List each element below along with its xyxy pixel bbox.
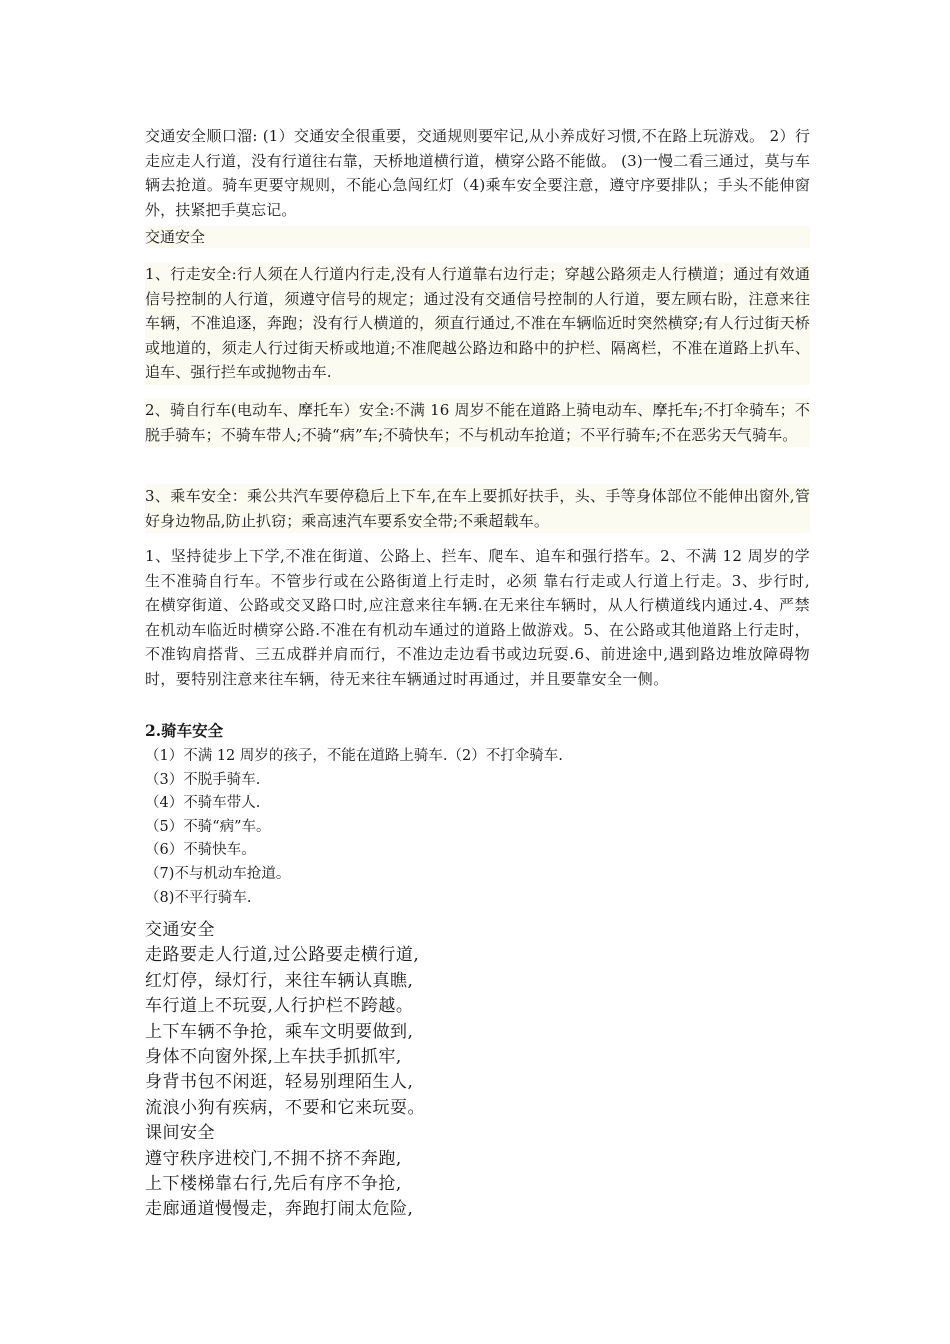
list-item: （3）不脱手骑车.	[145, 771, 261, 788]
list-item: （1）不满 12 周岁的孩子，不能在道路上骑车.（2）不打伞骑车.	[145, 748, 563, 764]
poem-line: 上下楼梯靠右行,先后有序不争抢,	[145, 1174, 402, 1195]
walking-rules-paragraph: 1、坚持徒步上下学,不准在街道、公路上、拦车、爬车、追车和强行搭车。2、不满 12 周岁的学生不准骑自行车。不管步行或在公路街道上行走时，必须 靠右行走或人行道上行走。3、步行时,在横穿街道、公路或交叉路口时,应注意来往车辆.在无来往车辆时，从人行横道线内通过.4、严禁在机动车临近时横穿公路.不准在有机动车通过的道路上做游戏。5、在公路或其他道路上行走时，不准钩肩搭背、三五成群并肩而行，不准边走边看书或边玩耍.6、前进途中,遇到路边堆放障碍物时，要特别注意来往车辆，待无来往车辆通过时再通过，并且要靠安全一侧。	[145, 547, 810, 688]
list-item: （5）不骑“病”车。	[145, 818, 271, 835]
list-item: （6）不骑快车。	[145, 842, 256, 859]
poem-line: 走廊通道慢慢走，奔跑打闹太危险,	[145, 1199, 414, 1220]
list-item: （7)不与机动车抢道。	[145, 865, 291, 882]
section-title: 交通安全	[145, 226, 810, 248]
poem-line: 身背书包不闲逛，轻易别理陌生人,	[145, 1072, 414, 1093]
poem-line: 车行道上不玩耍,人行护栏不跨越。	[145, 996, 414, 1017]
shaded-paragraph-walking: 1、行走安全:行人须在人行道内行走,没有人行道靠右边行走；穿越公路须走人行横道；通过有效通信号控制的人行道，须遵守信号的规定；通过没有交通信号控制的人行道，要左顾右盼，注意来往车辆，不准追逐，奔跑；没有行人横道的，须直行通过,不准在车辆临近时突然横穿;有人行过街天桥或地道的，须走人行过街天桥或地道;不准爬越公路边和路中的护栏、隔离栏，不准在道路上扒车、追车、强行拦车或抛物击车.	[145, 262, 810, 385]
intro-paragraph: 交通安全顺口溜: (1）交通安全很重要，交通规则要牢记,从小养成好习惯,不在路上玩游戏。 2）行走应走人行道，没有行道往右靠，天桥地道横行道，横穿公路不能做。 (3)一慢二看三通过，莫与车辆去抢道。骑车更要守规则，不能心急闯红灯（4)乘车安全要注意，遵守序要排队；手头不能伸窗外，扶紧把手莫忘记。	[145, 127, 810, 219]
safety-poem	[145, 918, 810, 1223]
poem-line: 红灯停，绿灯行，来往车辆认真瞧,	[145, 970, 414, 991]
bike-rules-list	[145, 745, 810, 910]
bike-safety-heading: 2.骑车安全	[145, 721, 224, 740]
list-item: （8)不平行骑车.	[145, 889, 252, 906]
shaded-paragraph-riding: 3、乘车安全：乘公共汽车要停稳后上下车,在车上要抓好扶手，头、手等身体部位不能伸出窗外,管好身边物品,防止扒窃；乘高速汽车要系安全带;不乘超载车。	[145, 484, 810, 533]
poem-line: 遵守秩序进校门,不拥不挤不奔跑,	[145, 1148, 402, 1169]
poem-title: 交通安全	[145, 920, 215, 940]
poem-subtitle: 课间安全	[145, 1123, 215, 1144]
list-item: （4）不骑车带人.	[145, 795, 261, 812]
shaded-paragraph-cycling: 2、骑自行车(电动车、摩托车）安全:不满 16 周岁不能在道路上骑电动车、摩托车;不打伞骑车；不脱手骑车；不骑车带人;不骑“病”车;不骑快车；不与机动车抢道；不平行骑车;不在恶劣天气骑车。	[145, 398, 810, 447]
poem-line: 身体不向窗外探,上车扶手抓抓牢,	[145, 1047, 402, 1068]
poem-line: 流浪小狗有疾病，不要和它来玩耍。	[145, 1097, 425, 1118]
poem-line: 走路要走人行道,过公路要走横行道,	[145, 945, 420, 966]
poem-line: 上下车辆不争抢，乘车文明要做到,	[145, 1021, 414, 1042]
